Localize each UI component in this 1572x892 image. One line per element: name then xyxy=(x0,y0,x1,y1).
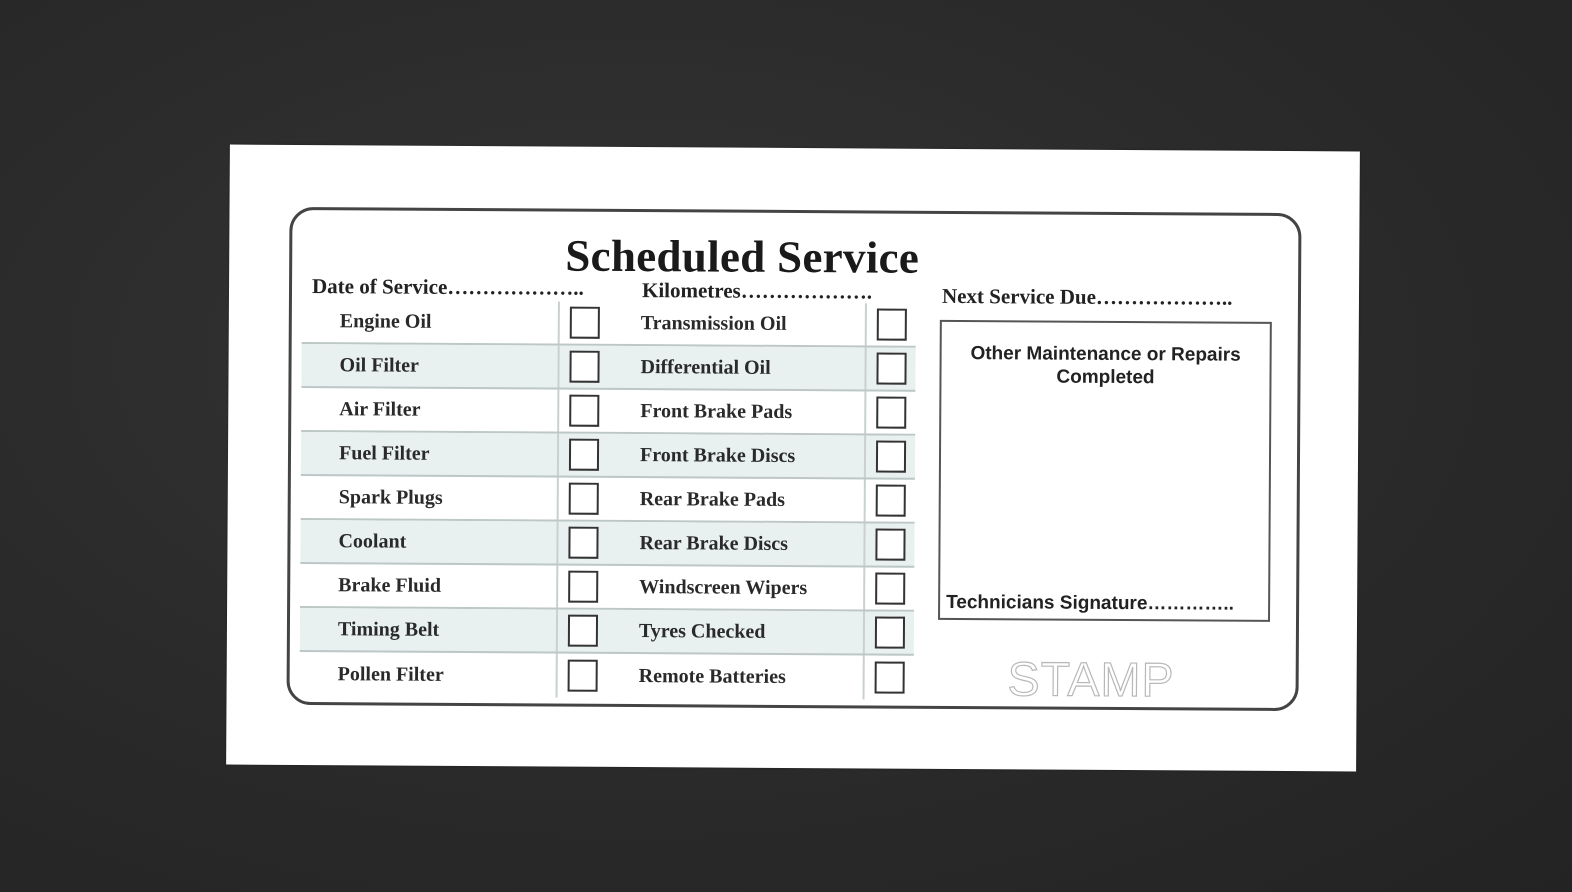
checklist-row xyxy=(301,476,915,524)
service-card xyxy=(226,145,1360,772)
coolant-checkbox[interactable] xyxy=(568,527,598,559)
remote-batteries-checkbox[interactable] xyxy=(874,662,904,694)
checklist-item-label: Tyres Checked xyxy=(607,610,865,654)
checklist-item-label: Remote Batteries xyxy=(607,654,865,700)
transmission-oil-checkbox[interactable] xyxy=(876,309,906,341)
checklist-row xyxy=(301,344,915,392)
technician-signature-field: Technicians Signature………….. xyxy=(946,591,1235,615)
checklist-row xyxy=(300,520,914,568)
other-maintenance-box[interactable] xyxy=(938,320,1272,622)
checklist-item-label: Timing Belt xyxy=(300,608,558,652)
timing-belt-checkbox[interactable] xyxy=(567,615,597,647)
card-frame xyxy=(286,207,1301,711)
checklist-item-label: Spark Plugs xyxy=(301,476,559,520)
spark-plugs-checkbox[interactable] xyxy=(568,483,598,515)
air-filter-checkbox[interactable] xyxy=(569,395,599,427)
rear-brake-pads-checkbox[interactable] xyxy=(875,485,905,517)
oil-filter-checkbox[interactable] xyxy=(569,351,599,383)
checklist-item-label: Front Brake Pads xyxy=(608,390,866,434)
checklist-item-label: Air Filter xyxy=(301,388,559,432)
windscreen-wipers-checkbox[interactable] xyxy=(875,573,905,605)
fuel-filter-checkbox[interactable] xyxy=(568,439,598,471)
checklist-row xyxy=(300,564,914,612)
checklist-item-label: Brake Fluid xyxy=(300,564,558,608)
checklist-row xyxy=(300,652,914,700)
date-of-service-field: Date of Service……………….. xyxy=(311,274,584,300)
checklist-item-label: Pollen Filter xyxy=(300,652,558,698)
rear-brake-discs-checkbox[interactable] xyxy=(875,529,905,561)
checklist-item-label: Differential Oil xyxy=(608,346,866,390)
engine-oil-checkbox[interactable] xyxy=(569,307,599,339)
checklist-item-label: Coolant xyxy=(300,520,558,564)
other-maintenance-title: Other Maintenance or Repairs Completed xyxy=(970,343,1241,389)
checklist-row xyxy=(300,608,914,656)
kilometres-field: Kilometres………………. xyxy=(641,278,873,304)
card-title: Scheduled Service xyxy=(565,230,920,283)
tyres-checked-checkbox[interactable] xyxy=(874,617,904,649)
checklist-item-label: Windscreen Wipers xyxy=(607,566,865,610)
stamp-placeholder: STAMP xyxy=(1007,653,1175,708)
differential-oil-checkbox[interactable] xyxy=(876,353,906,385)
checklist-item-label: Transmission Oil xyxy=(609,302,867,346)
checklist-item-label: Front Brake Discs xyxy=(608,434,866,478)
checklist-item-label: Fuel Filter xyxy=(301,432,559,476)
front-brake-discs-checkbox[interactable] xyxy=(875,441,905,473)
brake-fluid-checkbox[interactable] xyxy=(568,571,598,603)
checklist-row xyxy=(301,388,915,436)
checklist-row xyxy=(302,300,916,348)
checklist-item-label: Oil Filter xyxy=(301,344,559,388)
checklist-item-label: Rear Brake Discs xyxy=(607,522,865,566)
checklist-row xyxy=(301,432,915,480)
next-service-due-field: Next Service Due……………….. xyxy=(941,283,1233,310)
checklist-item-label: Engine Oil xyxy=(302,300,560,344)
checklist-item-label: Rear Brake Pads xyxy=(608,478,866,522)
service-checklist xyxy=(300,300,916,700)
pollen-filter-checkbox[interactable] xyxy=(567,660,597,692)
front-brake-pads-checkbox[interactable] xyxy=(876,397,906,429)
